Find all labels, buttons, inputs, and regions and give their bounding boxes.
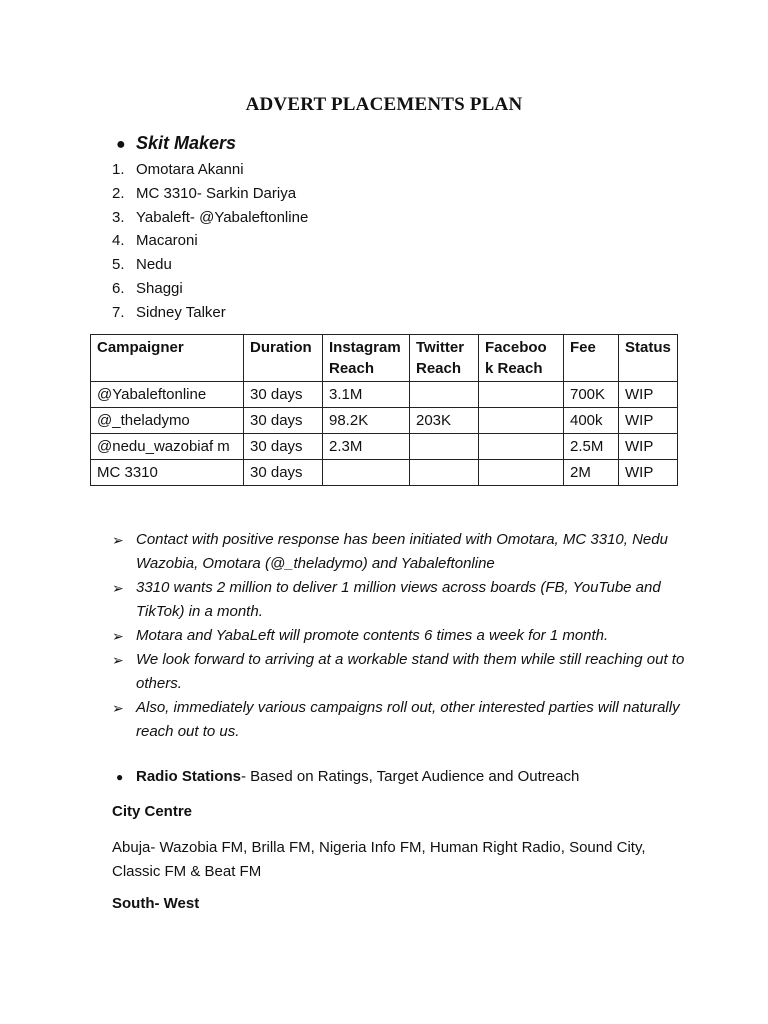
arrow-bullet-icon: ➢: [112, 628, 124, 644]
arrow-bullet-icon: ➢: [112, 580, 124, 596]
col-instagram: Instagram Reach: [323, 335, 410, 382]
list-item: 4. Macaroni: [112, 232, 198, 250]
col-fee: Fee: [564, 335, 619, 382]
page-title: ADVERT PLACEMENTS PLAN: [245, 94, 523, 115]
list-item: ➢ Also, immediately various campaigns roll out, other interested parties will naturally reach out to us.: [112, 696, 692, 744]
campaign-table: [90, 334, 678, 486]
list-item: 2. MC 3310- Sarkin Dariya: [112, 184, 297, 202]
list-item: 5. Nedu: [112, 256, 172, 274]
arrow-bullet-icon: ➢: [112, 700, 124, 716]
list-item: ➢ Motara and YabaLeft will promote contents 6 times a week for 1 month.: [112, 624, 692, 648]
bullet-icon: ●: [116, 136, 126, 153]
table-row: MC 3310 30 days 2M WIP: [91, 460, 678, 486]
col-twitter: Twitter Reach: [410, 335, 479, 382]
radio-stations-label: Radio Stations: [136, 768, 242, 785]
col-duration: Duration: [244, 335, 323, 382]
table-row: @Yabaleftonline 30 days 3.1M 700K WIP: [91, 382, 678, 408]
bullet-icon: ●: [116, 770, 124, 784]
list-item: ➢ 3310 wants 2 million to deliver 1 million views across boards (FB, YouTube and TikTok) in a month.: [112, 576, 692, 624]
notes-list: [112, 528, 692, 744]
table-row: @nedu_wazobiaf m 30 days 2.3M 2.5M WIP: [91, 434, 678, 460]
list-item: ➢ Contact with positive response has been initiated with Omotara, MC 3310, Nedu Wazobia, Omotara (@_theladymo) and Yabaleftonline: [112, 528, 692, 576]
city-centre-text: Abuja- Wazobia FM, Brilla FM, Nigeria Info FM, Human Right Radio, Sound City, Classic FM & Beat FM: [112, 839, 646, 880]
list-item: 7. Sidney Talker: [112, 303, 226, 321]
skit-makers-list: [112, 158, 308, 325]
arrow-bullet-icon: ➢: [112, 532, 124, 548]
list-item: 6. Shaggi: [112, 279, 183, 297]
col-facebook: Faceboo k Reach: [479, 335, 564, 382]
list-item: ➢ We look forward to arriving at a workable stand with them while still reaching out to others.: [112, 648, 692, 696]
col-campaigner: Campaigner: [91, 335, 244, 382]
radio-stations-desc: - Based on Ratings, Target Audience and Outreach: [241, 768, 580, 785]
radio-stations-line: [136, 768, 579, 785]
table-header-row: [91, 335, 678, 382]
south-west-heading: South- West: [112, 895, 200, 912]
col-status: Status: [619, 335, 678, 382]
list-item: 3. Yabaleft- @Yabaleftonline: [112, 208, 309, 226]
list-item: 1. Omotara Akanni: [112, 161, 244, 178]
skit-makers-heading: Skit Makers: [136, 133, 237, 153]
table-row: @_theladymo 30 days 98.2K 203K 400k WIP: [91, 408, 678, 434]
arrow-bullet-icon: ➢: [112, 652, 124, 668]
city-centre-heading: City Centre: [112, 803, 193, 820]
